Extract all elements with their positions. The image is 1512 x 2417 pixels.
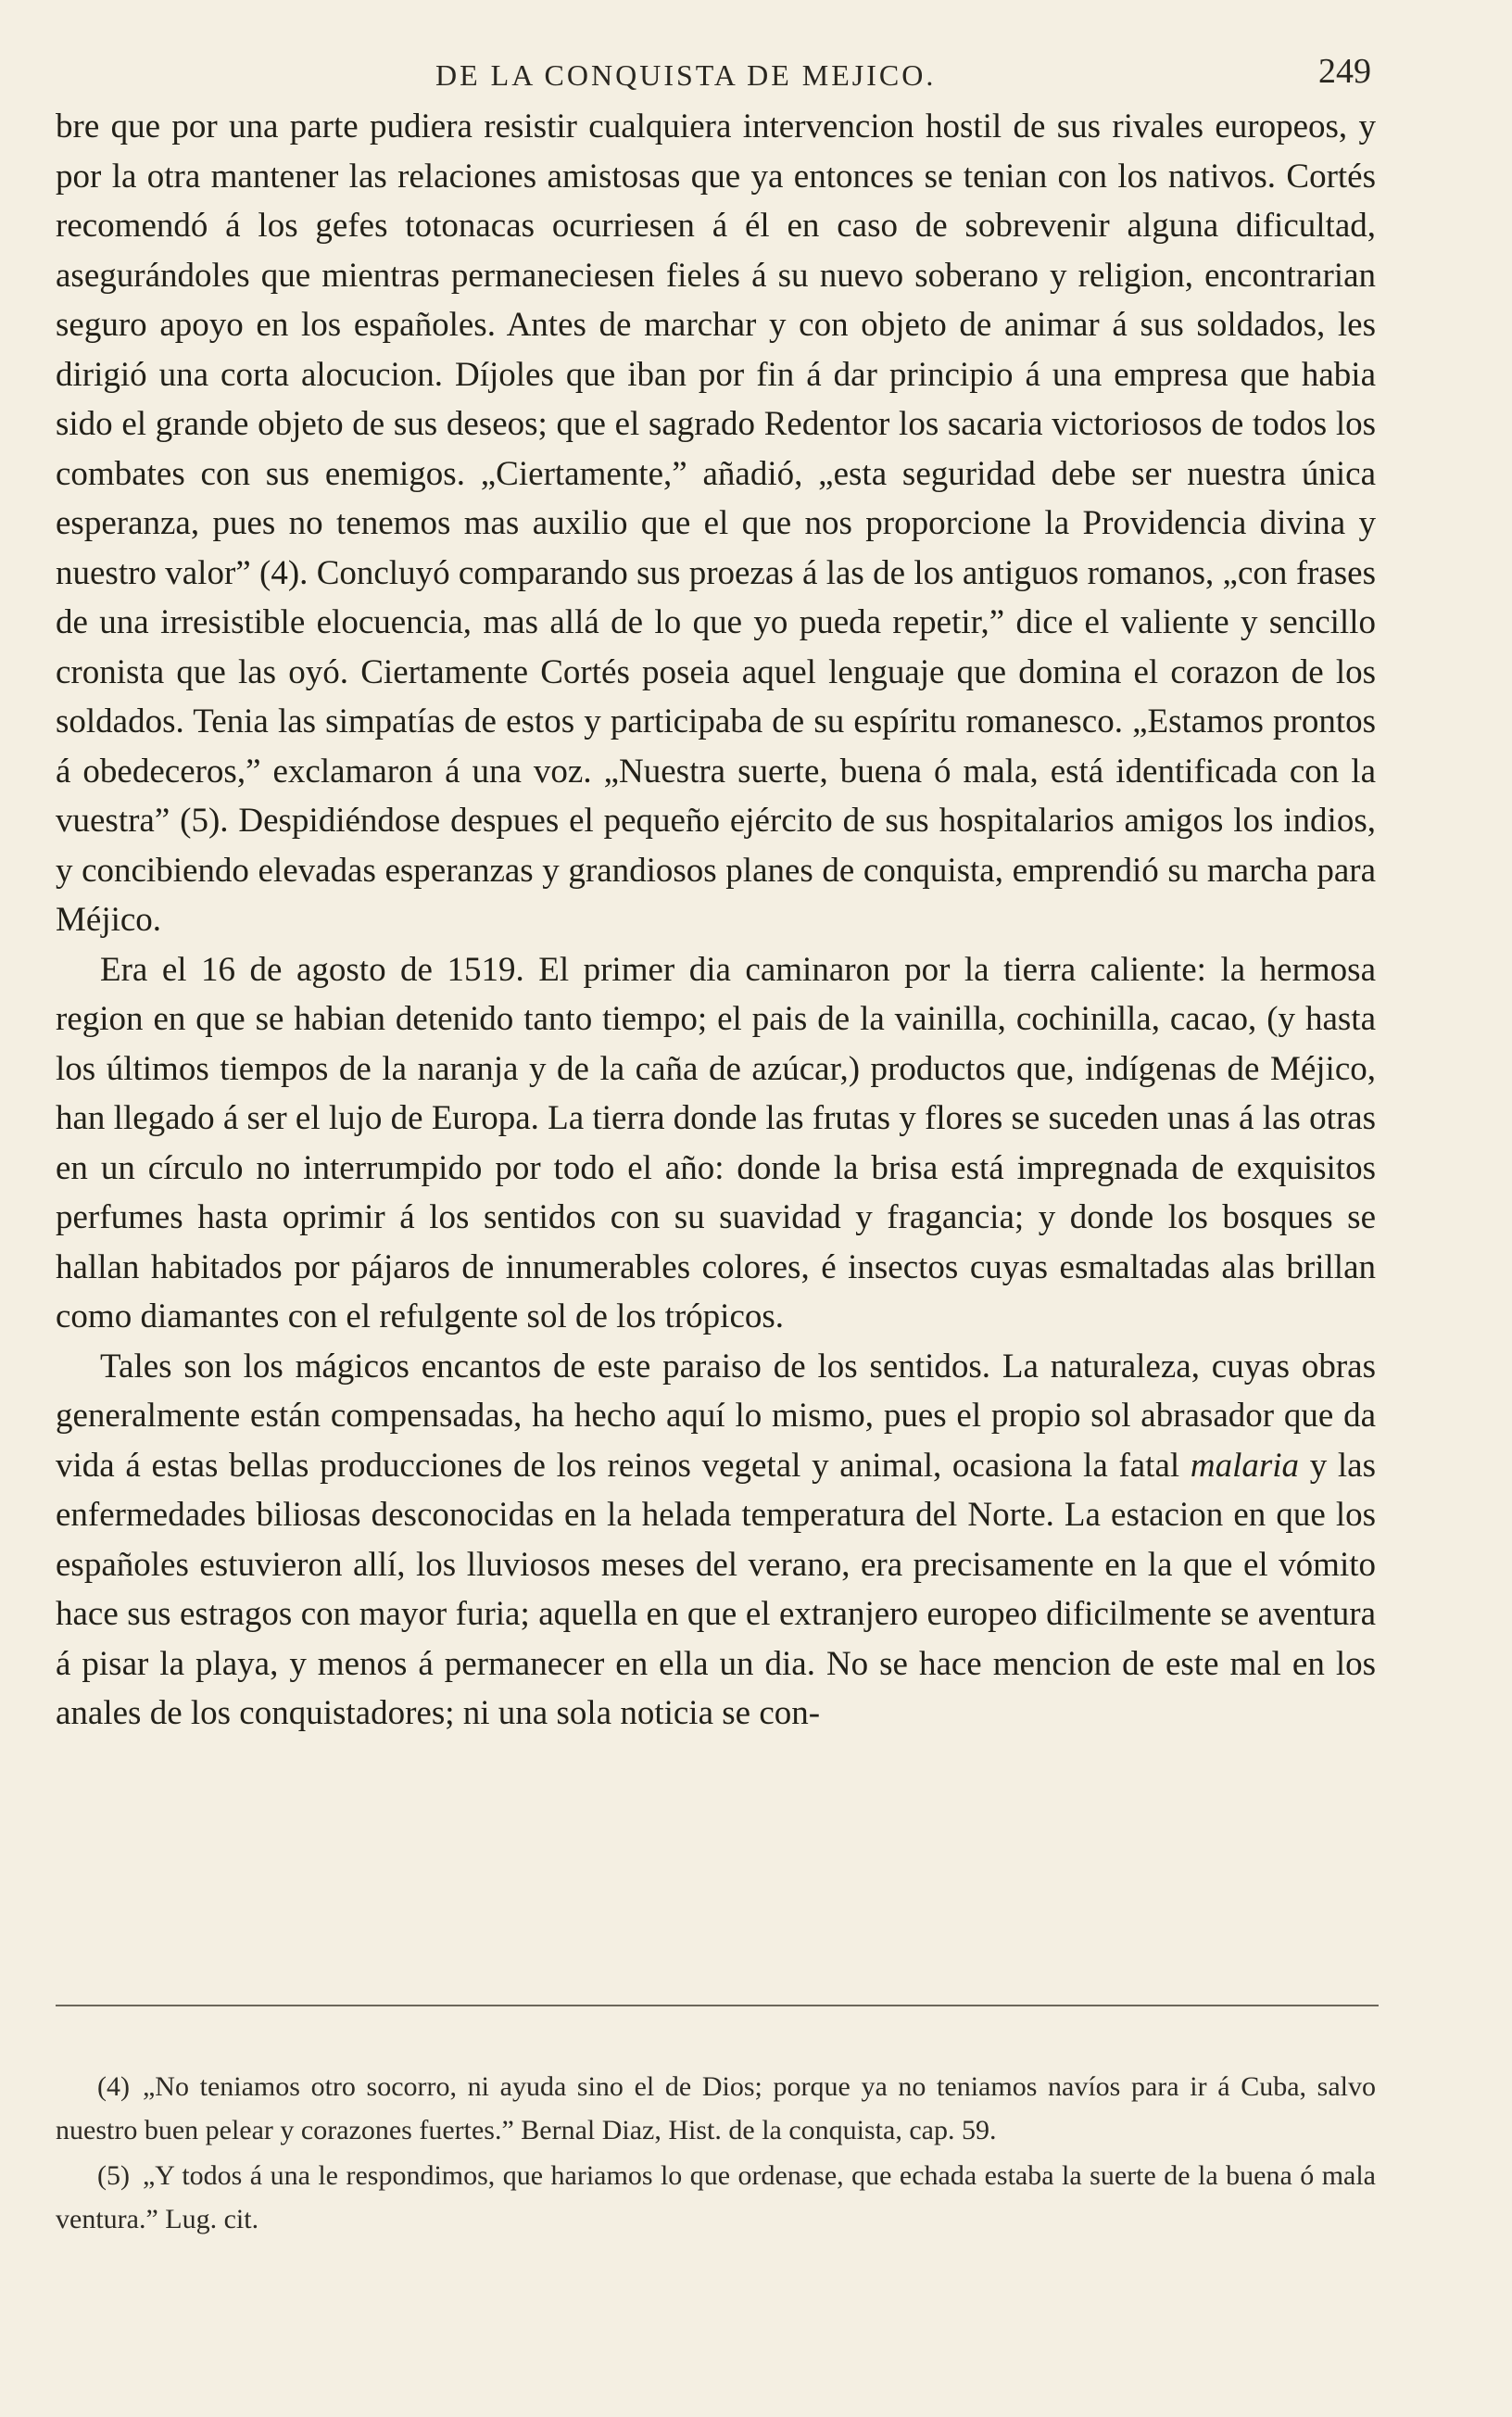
footnote-4-mark: (4) [97, 2071, 130, 2102]
footnote-5 [56, 2154, 1376, 2241]
footnote-rule [56, 2005, 1379, 2006]
footnotes [56, 2065, 1376, 2243]
footnote-5-mark: (5) [97, 2160, 130, 2191]
page-number: 249 [1318, 52, 1371, 91]
running-title: DE LA CONQUISTA DE MEJICO. [435, 58, 937, 92]
paragraph-3 [56, 1342, 1376, 1739]
running-head [56, 51, 1371, 97]
paragraph-1: bre que por una parte pudiera resistir cualquiera intervencion hostil de sus rivales europeos, y por la otra mantener las relaciones amistosas que ya entonces se tenian con los nativos. Cortés recomendó á los gefes totonacas ocurriesen á él en caso de sobrevenir alguna dificultad, asegurándoles que mientras permaneciesen fieles á su nuevo soberano y religion, encontrarian seguro apoyo en los españoles. Antes de marchar y con objeto de animar á sus soldados, les dirigió una corta alocucion. Díjoles que iban por fin á dar principio á una empresa que habia sido el grande objeto de sus deseos; que el sagrado Redentor los sacaria victoriosos de todos los combates con sus enemigos. „Ciertamente,” añadió, „esta seguridad debe ser nuestra única esperanza, pues no tenemos mas auxilio que el que nos proporcione la Providencia divina y nuestro valor” (4). Concluyó comparando sus proezas á las de los antiguos romanos, „con frases de una irresistible elocuencia, mas allá de lo que yo pueda repetir,” dice el valiente y sencillo cronista que las oyó. Ciertamente Cortés poseia aquel lenguaje que domina el corazon de los soldados. Tenia las simpatías de estos y participaba de su espíritu romanesco. „Estamos prontos á obedeceros,” exclamaron á una voz. „Nuestra suerte, buena ó mala, está identificada con la vuestra” (5). Despidiéndose despues el pequeño ejército de sus hospitalarios amigos los indios, y concibiendo elevadas esperanzas y grandiosos planes de conquista, emprendió su marcha para Méjico. [56, 108, 1376, 939]
footnote-4-text: „No teniamos otro socorro, ni ayuda sino el de Dios; porque ya no teniamos navíos para ir á Cuba, salvo nuestro buen pelear y corazones fuertes.” Bernal Diaz, Hist. de la conquista, cap. 59. [56, 2071, 1376, 2145]
footnote-5-text: „Y todos á una le respondimos, que hariamos lo que ordenase, que echada estaba la suerte de la buena ó mala ventura.” Lug. cit. [56, 2160, 1376, 2234]
footnote-4 [56, 2065, 1376, 2152]
main-text [56, 102, 1376, 1739]
paragraph-2: Era el 16 de agosto de 1519. El primer dia caminaron por la tierra caliente: la hermosa region en que se habian detenido tanto tiempo; el pais de la vainilla, cochinilla, cacao, (y hasta los últimos tiempos de la naranja y de la caña de azúcar,) productos que, indígenas de Méjico, han llegado á ser el lujo de Europa. La tierra donde las frutas y flores se suceden unas á las otras en un círculo no interrumpido por todo el año: donde la brisa está impregnada de exquisitos perfumes hasta oprimir á los sentidos con su suavidad y fragancia; y donde los bosques se hallan habitados por pájaros de innumerables colores, é insectos cuyas esmaltadas alas brillan como diamantes con el refulgente sol de los trópicos. [56, 950, 1377, 1335]
paragraph-3-text-b: y las enfermedades biliosas desconocidas en la helada temperatura del Norte. La estacion en que los españoles estuvieron allí, los lluviosos meses del verano, era precisamente en la que el vómito hace sus estragos con mayor furia; aquella en que el extranjero europeo dificilmente se aventura á pisar la playa, y menos á permanecer en ella un dia. No se hace mencion de este mal en los anales de los conquistadores; ni una sola noticia se con- [56, 1446, 1376, 1732]
paragraph-3-italic-term: malaria [1190, 1446, 1300, 1485]
paragraph-3-text-a: Tales son los mágicos encantos de este paraiso de los sentidos. La naturaleza, cuyas obras generalmente están compensadas, ha hecho aquí lo mismo, pues el propio sol abrasador que da vida á estas bellas producciones de los reinos vegetal y animal, ocasiona la fatal [56, 1347, 1376, 1485]
